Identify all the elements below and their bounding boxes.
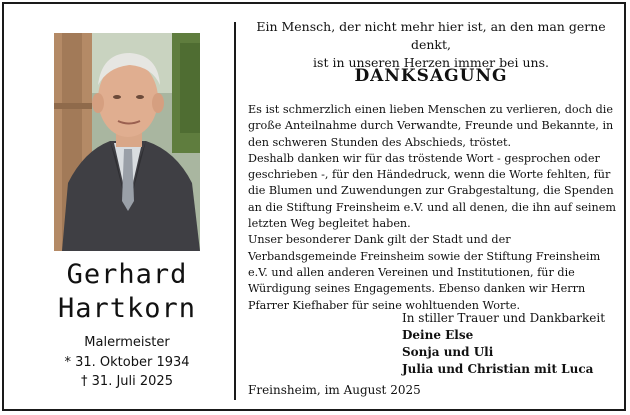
thank-you-text [248,102,620,314]
paragraph: Unser besonderer Dank gilt der Stadt und der Verbandsgemeinde Freinsheim sowie der Stiftung Freinsheim e.V. und allen anderen Vereinen und Institutionen, für die Würdigung seines Engagements. Ebenso danken wir Herrn Pfarrer Kiefhaber für seine wohltuenden Worte. [248,233,601,312]
column-divider [234,22,236,400]
closing-phrase: In stiller Trauer und Dankbarkeit [402,311,606,325]
quote-line-2: ist in unseren Herzen immer bei uns. [313,55,549,70]
paragraph: Es ist schmerzlich einen lieben Menschen zu verlieren, doch die große Anteilnahme durch Verwandte, Freunde und Bekannte, in den schweren Stunden des Abschieds, tröstet. [248,103,614,149]
deceased-last-name: Hartkorn [57,293,197,324]
memorial-quote [242,18,620,72]
signer: Julia und Christian mit Luca [402,362,594,376]
birth-date: * 31. Oktober 1934 [64,355,190,370]
portrait-photo [54,33,200,251]
right-column [242,4,622,409]
signer: Sonja und Uli [402,345,494,359]
quote-line-1: Ein Mensch, der nicht mehr hier ist, an den man gerne denkt, [256,19,606,52]
deceased-occupation: Malermeister [84,335,170,350]
left-column [4,4,232,409]
paragraph: Deshalb danken wir für das tröstende Wort - gesprochen oder geschrieben -, für den Händedruck, wenn die Worte fehlten, für die Blumen und Zuwendungen zur Grabgestaltung, die Spenden an die Stiftung Freinsheim e.V. und all denen, die ihn auf seinem letzten Weg begleitet haben. [248,151,616,231]
death-date: † 31. Juli 2025 [81,374,173,389]
closing-block [402,310,605,378]
place-and-date: Freinsheim, im August 2025 [248,383,421,397]
obituary-notice [2,2,626,411]
notice-heading: DANKSAGUNG [354,66,508,86]
deceased-first-name: Gerhard [66,259,188,290]
signer: Deine Else [402,328,474,342]
